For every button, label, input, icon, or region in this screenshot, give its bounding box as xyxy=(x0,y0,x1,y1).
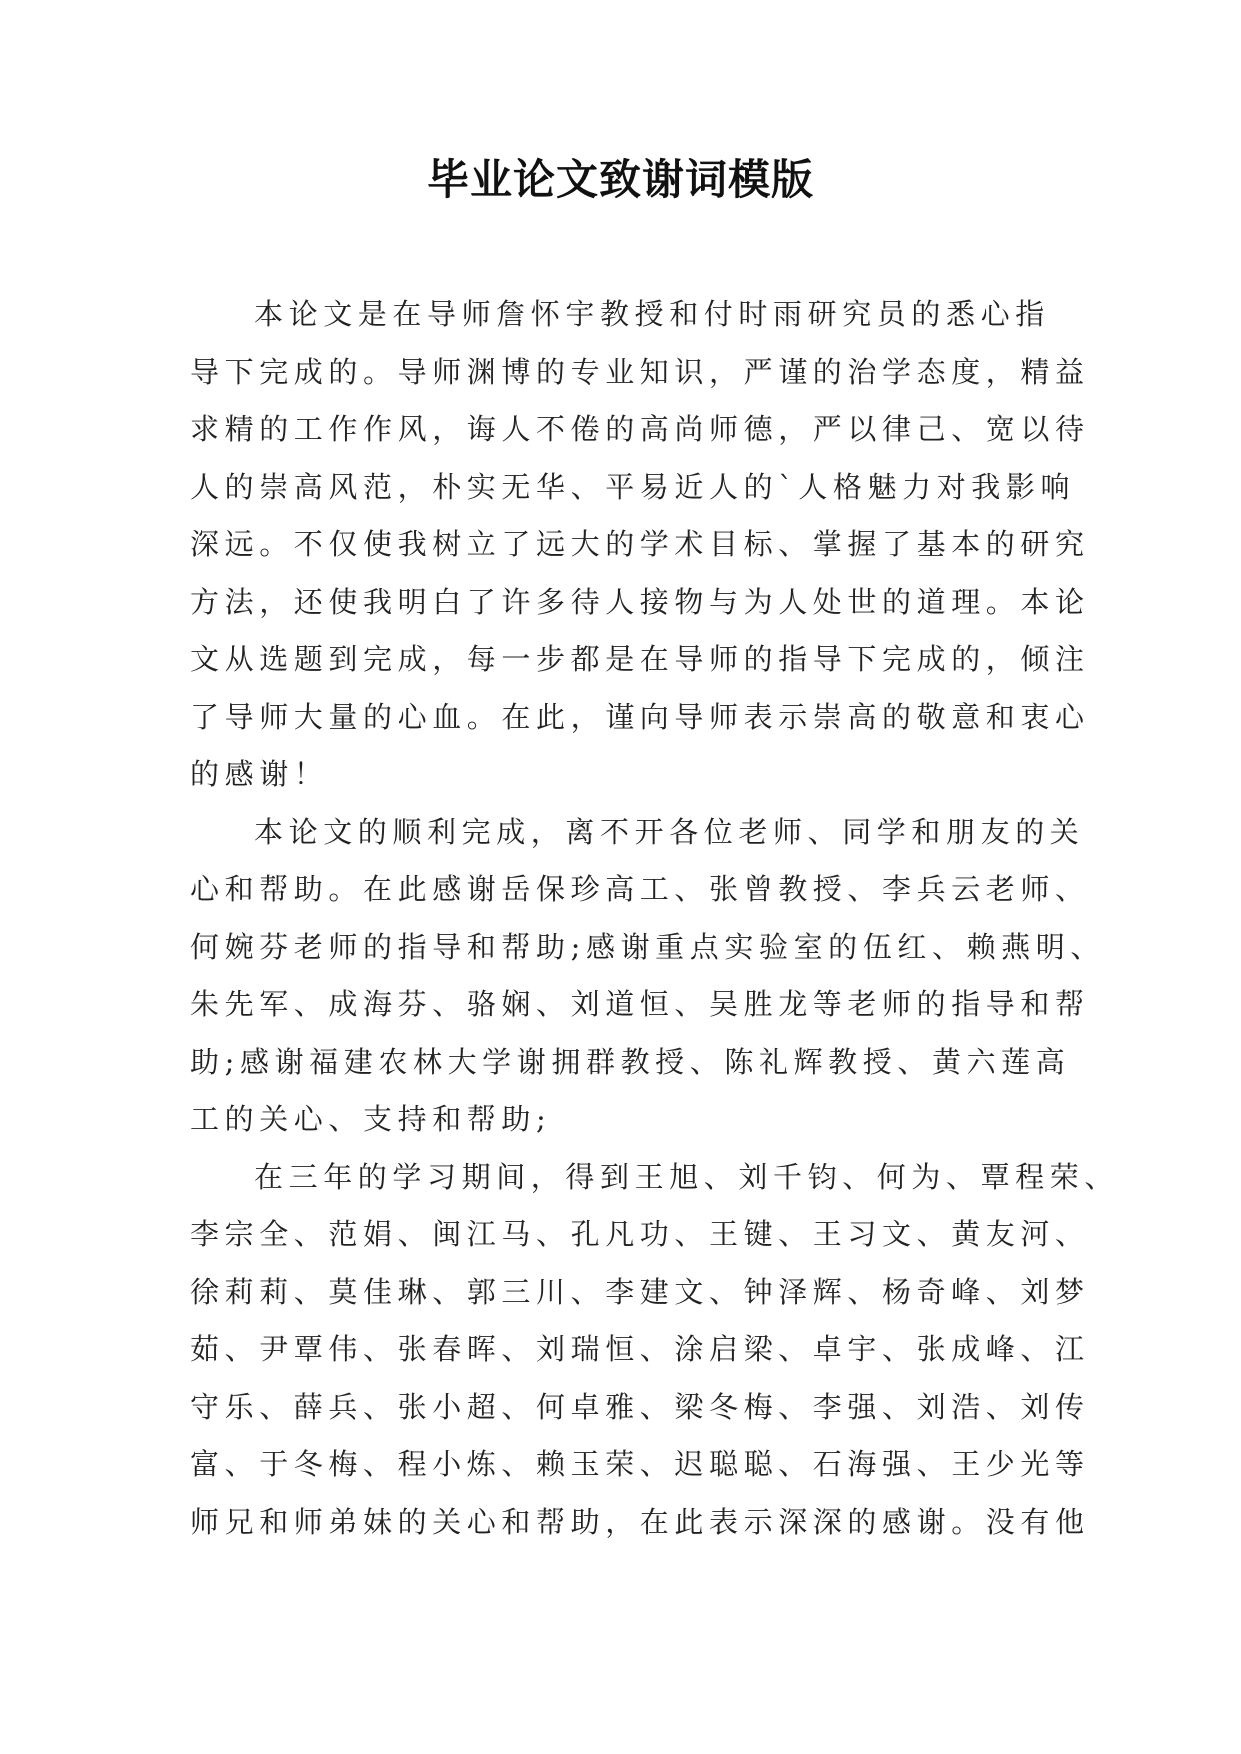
text-line: 深远。不仅使我树立了远大的学术目标、掌握了基本的研究 xyxy=(190,527,1090,561)
text-line: 人的崇高风范，朴实无华、平易近人的`人格魅力对我影响 xyxy=(190,469,1076,504)
text-line: 本论文是在导师詹怀宇教授和付时雨研究员的悉心指 xyxy=(254,297,1050,331)
text-line: 富、于冬梅、程小炼、赖玉荣、迟聪聪、石海强、王少光等 xyxy=(190,1447,1090,1481)
text-line: 导下完成的。导师渊博的专业知识，严谨的治学态度，精益 xyxy=(190,354,1090,389)
text-line: 求精的工作作风，诲人不倦的高尚师德，严以律己、宽以待 xyxy=(190,412,1090,446)
text-line: 心和帮助。在此感谢岳保珍高工、张曾教授、李兵云老师、 xyxy=(190,872,1090,906)
text-line: 师兄和师弟妹的关心和帮助，在此表示深深的感谢。没有他 xyxy=(190,1504,1090,1539)
text-line: 朱先军、成海芬、骆娴、刘道恒、吴胜龙等老师的指导和帮 xyxy=(190,987,1090,1021)
text-line: 茹、尹覃伟、张春晖、刘瑞恒、涂启梁、卓宇、张成峰、江 xyxy=(190,1332,1090,1366)
text-line: 守乐、薛兵、张小超、何卓雅、梁冬梅、李强、刘浩、刘传 xyxy=(190,1389,1090,1424)
text-line: 在三年的学习期间，得到王旭、刘千钧、何为、覃程荣、 xyxy=(254,1159,1120,1194)
text-line: 何婉芬老师的指导和帮助;感谢重点实验室的伍红、赖燕明、 xyxy=(190,929,1105,964)
text-line: 助;感谢福建农林大学谢拥群教授、陈礼辉教授、黄六莲高 xyxy=(190,1044,1071,1079)
text-line: 本论文的顺利完成，离不开各位老师、同学和朋友的关 xyxy=(254,814,1085,849)
text-line: 文从选题到完成，每一步都是在导师的指导下完成的，倾注 xyxy=(190,642,1090,676)
document-body xyxy=(190,286,1120,1551)
text-line: 的感谢！ xyxy=(190,757,329,791)
text-line: 工的关心、支持和帮助; xyxy=(190,1102,552,1136)
text-line: 李宗全、范娟、闽江马、孔凡功、王键、王习文、黄友河、 xyxy=(190,1217,1090,1251)
document-title: 毕业论文致谢词模版 xyxy=(426,155,814,204)
text-line: 方法，还使我明白了许多待人接物与为人处世的道理。本论 xyxy=(190,584,1090,619)
text-line: 了导师大量的心血。在此，谨向导师表示崇高的敬意和衷心 xyxy=(190,699,1090,734)
text-line: 徐莉莉、莫佳琳、郭三川、李建文、钟泽辉、杨奇峰、刘梦 xyxy=(190,1274,1090,1309)
